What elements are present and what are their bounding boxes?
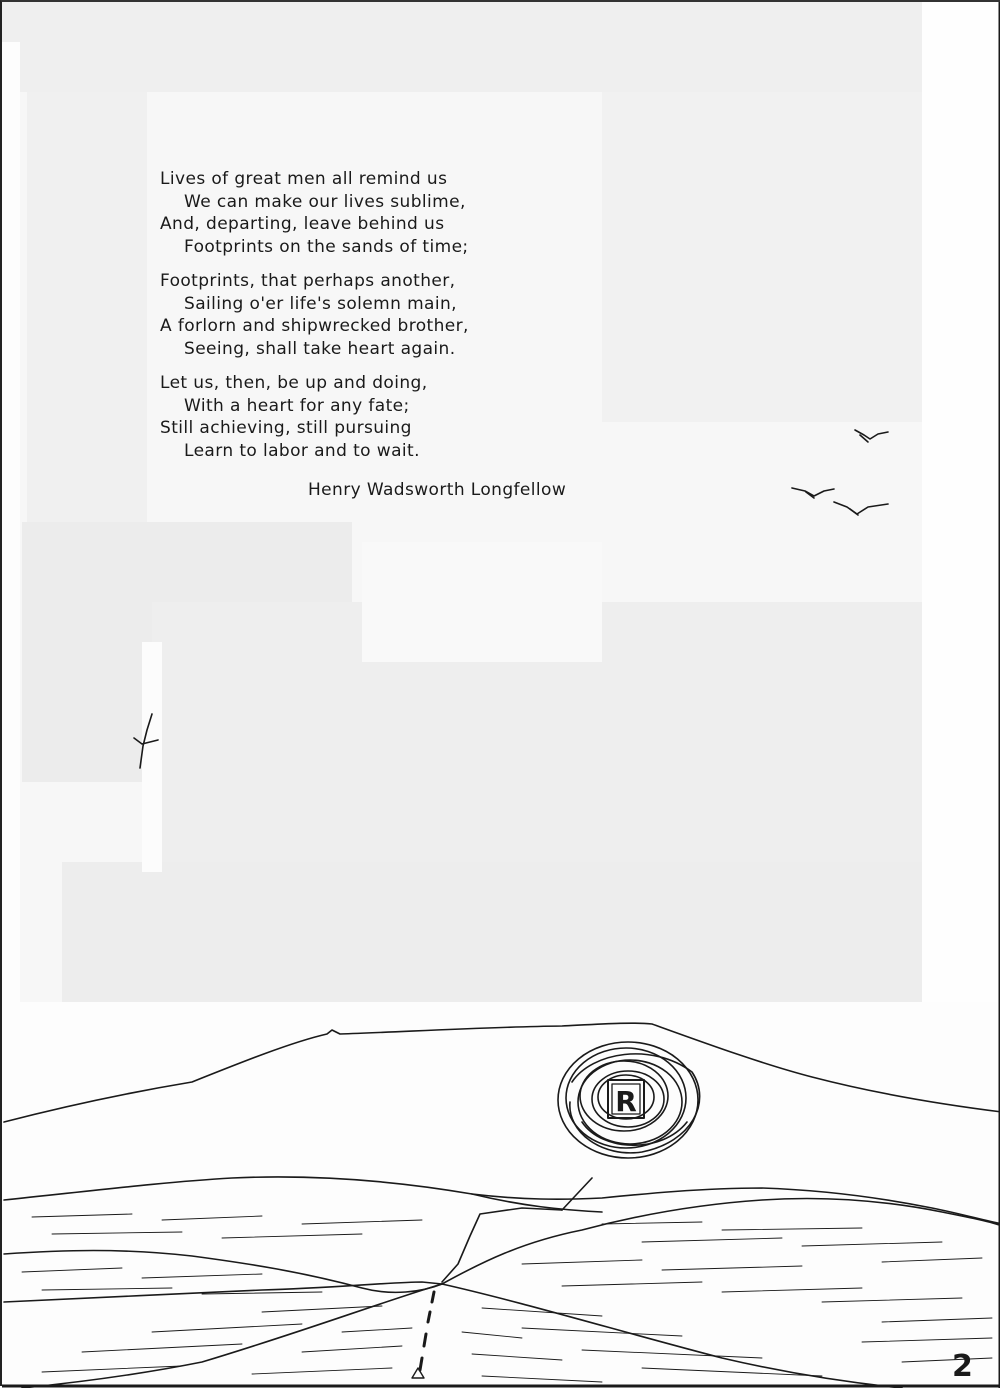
landscape-illustration: [2, 2, 1000, 1388]
foreground-hill-right: [442, 1199, 1000, 1285]
poem-line: Lives of great men all remind us: [160, 169, 448, 189]
poem-line: Learn to labor and to wait.: [184, 440, 420, 461]
poem-line: We can make our lives sublime,: [184, 191, 466, 212]
poem-line: Sailing o'er life's solemn main,: [184, 293, 457, 314]
poem-line: With a heart for any fate;: [184, 395, 410, 416]
poem-author: Henry Wadsworth Longfellow: [308, 480, 567, 500]
bird-icon: [792, 488, 834, 498]
poem-line: Footprints, that perhaps another,: [160, 271, 456, 291]
foreground-hill-left: [4, 1251, 442, 1293]
bird-icon: [834, 502, 888, 515]
field-hatching: [22, 1214, 992, 1382]
sun-letter: R: [615, 1085, 637, 1118]
poem-line: A forlorn and shipwrecked brother,: [160, 316, 469, 336]
bird-icon: [134, 714, 158, 768]
poem-line: Seeing, shall take heart again.: [184, 338, 456, 359]
road-drawing: [22, 1284, 902, 1388]
poem-line: Still achieving, still pursuing: [160, 418, 412, 438]
poem-line: Let us, then, be up and doing,: [160, 373, 428, 393]
mountain-ridge: [4, 1023, 1000, 1122]
page-number: 2: [952, 1349, 973, 1384]
bird-icon: [855, 430, 888, 442]
poem-line: And, departing, leave behind us: [160, 214, 445, 234]
poem-line: Footprints on the sands of time;: [184, 236, 469, 257]
